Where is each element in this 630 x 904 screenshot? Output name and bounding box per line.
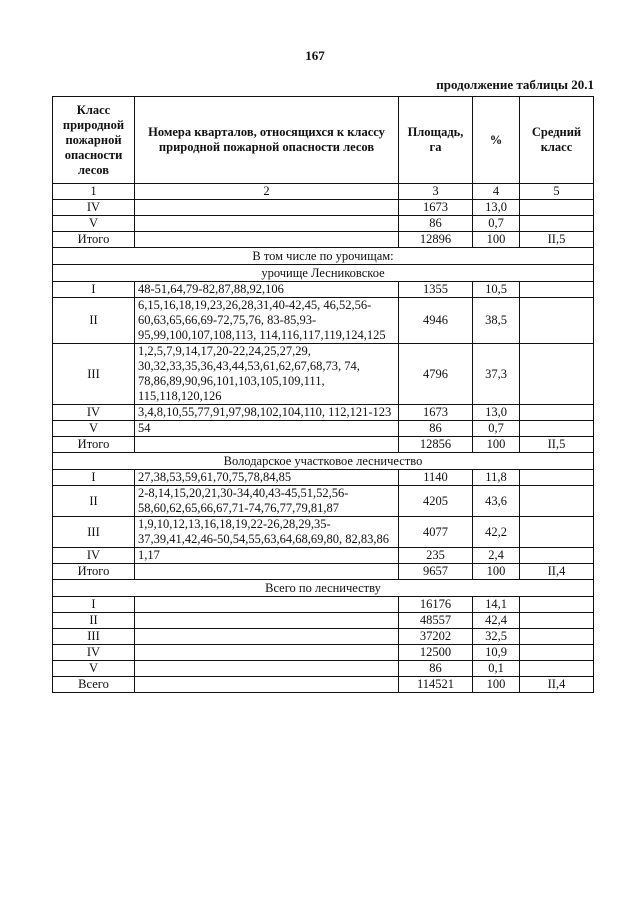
class-cell: II [53,298,135,344]
quarters-cell [135,437,399,453]
table-row [53,548,594,564]
average-class-cell: II,5 [520,437,594,453]
percent-cell: 43,6 [473,486,520,517]
class-cell: I [53,282,135,298]
percent-cell: 38,5 [473,298,520,344]
area-cell: 1673 [399,200,473,216]
quarters-cell: 2-8,14,15,20,21,30-34,40,43-45,51,52,56- 58,60,62,65,66,67,71-74,76,77,79,81,87 [135,486,399,517]
area-cell: 1140 [399,470,473,486]
class-cell: V [53,421,135,437]
average-class-cell [520,282,594,298]
class-cell: V [53,216,135,232]
class-cell: Итого [53,564,135,580]
percent-cell: 37,3 [473,344,520,405]
average-class-cell [520,597,594,613]
average-class-cell [520,613,594,629]
section-header-row [53,580,594,597]
area-cell: 86 [399,661,473,677]
table-row [53,629,594,645]
column-number: 1 [53,184,135,200]
quarters-cell [135,564,399,580]
average-class-cell [520,661,594,677]
average-class-cell [520,200,594,216]
class-cell: IV [53,548,135,564]
area-cell: 4077 [399,517,473,548]
average-class-cell: II,4 [520,564,594,580]
table-row [53,344,594,405]
average-class-cell [520,216,594,232]
total-row [53,232,594,248]
table-row [53,597,594,613]
section-title: В том числе по урочищам: [53,248,594,265]
area-cell: 12500 [399,645,473,661]
table-row [53,421,594,437]
average-class-cell [520,517,594,548]
class-cell: IV [53,405,135,421]
quarters-cell [135,216,399,232]
quarters-cell: 27,38,53,59,61,70,75,78,84,85 [135,470,399,486]
header-average-class: Средний класс [520,97,594,184]
quarters-cell: 1,9,10,12,13,16,18,19,22-26,28,29,35- 37,39,41,42,46-50,54,55,63,64,68,69,80, 82,83,86 [135,517,399,548]
percent-cell: 100 [473,677,520,693]
area-cell: 235 [399,548,473,564]
table-row [53,282,594,298]
average-class-cell [520,470,594,486]
table-row [53,200,594,216]
table-row [53,613,594,629]
quarters-cell [135,661,399,677]
average-class-cell: II,5 [520,232,594,248]
class-cell: IV [53,645,135,661]
class-cell: IV [53,200,135,216]
section-title: Володарское участковое лесничество [53,453,594,470]
header-area: Площадь, га [399,97,473,184]
percent-cell: 0,1 [473,661,520,677]
section-header-row [53,265,594,282]
column-number: 4 [473,184,520,200]
table-row [53,405,594,421]
average-class-cell [520,298,594,344]
quarters-cell: 54 [135,421,399,437]
quarters-cell [135,645,399,661]
section-header-row [53,453,594,470]
table-body [53,200,594,693]
quarters-cell: 1,2,5,7,9,14,17,20-22,24,25,27,29, 30,32,33,35,36,43,44,53,61,62,67,68,73, 74, 78,86,89,90,96,101,103,105,109,111, 115,118,120,126 [135,344,399,405]
quarters-cell: 3,4,8,10,55,77,91,97,98,102,104,110, 112,121-123 [135,405,399,421]
column-number: 5 [520,184,594,200]
class-cell: Всего [53,677,135,693]
area-cell: 114521 [399,677,473,693]
quarters-cell [135,232,399,248]
class-cell: III [53,344,135,405]
table-row [53,470,594,486]
average-class-cell [520,344,594,405]
class-cell: I [53,597,135,613]
average-class-cell [520,421,594,437]
quarters-cell: 1,17 [135,548,399,564]
area-cell: 12896 [399,232,473,248]
area-cell: 86 [399,216,473,232]
section-title: урочище Лесниковское [53,265,594,282]
section-title: Всего по лесничеству [53,580,594,597]
class-cell: II [53,613,135,629]
area-cell: 86 [399,421,473,437]
area-cell: 48557 [399,613,473,629]
percent-cell: 100 [473,232,520,248]
column-number-row [53,184,594,200]
average-class-cell [520,629,594,645]
header-quarters: Номера кварталов, относящихся к классу природной пожарной опасности лесов [135,97,399,184]
fire-danger-table [52,96,594,693]
percent-cell: 11,8 [473,470,520,486]
class-cell: III [53,629,135,645]
class-cell: II [53,486,135,517]
table-row [53,298,594,344]
percent-cell: 42,4 [473,613,520,629]
area-cell: 4946 [399,298,473,344]
average-class-cell [520,405,594,421]
average-class-cell: II,4 [520,677,594,693]
quarters-cell: 6,15,16,18,19,23,26,28,31,40-42,45, 46,52,56-60,63,65,66,69-72,75,76, 83-85,93-95,99,100,107,108,113, 114,116,117,119,124,125 [135,298,399,344]
class-cell: V [53,661,135,677]
area-cell: 12856 [399,437,473,453]
area-cell: 4796 [399,344,473,405]
header-class: Класс природной пожарной опасности лесов [53,97,135,184]
table-row [53,661,594,677]
table-row [53,216,594,232]
area-cell: 9657 [399,564,473,580]
quarters-cell [135,597,399,613]
percent-cell: 13,0 [473,405,520,421]
quarters-cell [135,629,399,645]
percent-cell: 2,4 [473,548,520,564]
header-percent: % [473,97,520,184]
quarters-cell [135,677,399,693]
area-cell: 4205 [399,486,473,517]
section-header-row [53,248,594,265]
table-continuation-label: продолжение таблицы 20.1 [436,77,594,92]
table-row [53,517,594,548]
average-class-cell [520,645,594,661]
quarters-cell: 48-51,64,79-82,87,88,92,106 [135,282,399,298]
total-row [53,564,594,580]
table-row [53,486,594,517]
percent-cell: 10,9 [473,645,520,661]
column-number: 2 [135,184,399,200]
quarters-cell [135,613,399,629]
class-cell: III [53,517,135,548]
table-row [53,645,594,661]
area-cell: 1355 [399,282,473,298]
percent-cell: 0,7 [473,421,520,437]
quarters-cell [135,200,399,216]
average-class-cell [520,486,594,517]
class-cell: I [53,470,135,486]
average-class-cell [520,548,594,564]
column-number: 3 [399,184,473,200]
area-cell: 37202 [399,629,473,645]
class-cell: Итого [53,437,135,453]
percent-cell: 100 [473,437,520,453]
area-cell: 1673 [399,405,473,421]
table-header-row [53,97,594,184]
page-number: 167 [305,48,325,63]
class-cell: Итого [53,232,135,248]
percent-cell: 32,5 [473,629,520,645]
percent-cell: 100 [473,564,520,580]
percent-cell: 14,1 [473,597,520,613]
percent-cell: 10,5 [473,282,520,298]
area-cell: 16176 [399,597,473,613]
percent-cell: 42,2 [473,517,520,548]
total-row [53,677,594,693]
total-row [53,437,594,453]
percent-cell: 13,0 [473,200,520,216]
percent-cell: 0,7 [473,216,520,232]
